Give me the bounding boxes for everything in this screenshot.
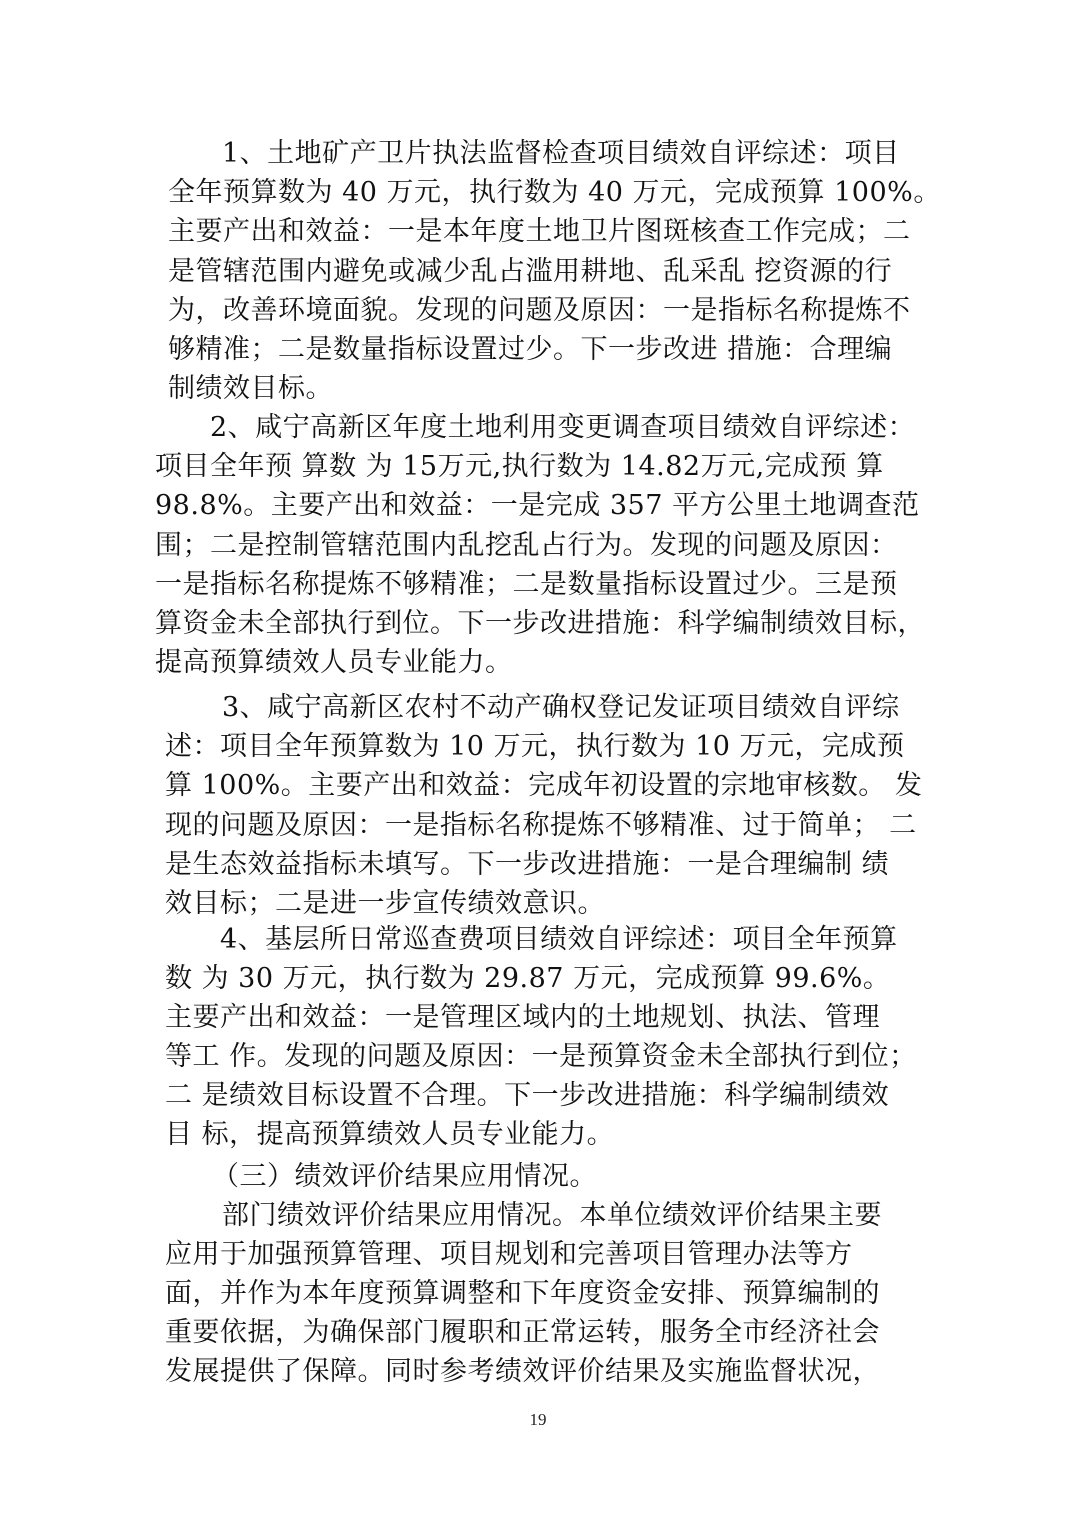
text-line: 等工 作。发现的问题及原因：一是预算资金未全部执行到位； [165,1041,917,1072]
text-line: 够精准；二是数量指标设置过少。下一步改进 措施：合理编 [168,334,893,365]
text-line: 目 标，提高预算绩效人员专业能力。 [165,1119,615,1150]
text-line: 面，并作为本年度预算调整和下年度资金安排、预算编制的 [165,1278,880,1309]
text-line: 算资金未全部执行到位。下一步改进措施：科学编制绩效目标， [155,608,925,639]
text-line: 围；二是控制管辖范围内乱挖乱占行为。发现的问题及原因： [155,530,898,561]
text-line: 述：项目全年预算数为 10 万元，执行数为 10 万元，完成预 [165,731,905,762]
page-number: 19 [529,1410,547,1429]
text-line: 是生态效益指标未填写。下一步改进措施：一是合理编制 绩 [165,849,890,880]
text-line: 1、土地矿产卫片执法监督检查项目绩效自评综述：项目 [222,138,900,169]
text-line: 3、咸宁高新区农村不动产确权登记发证项目绩效自评综 [222,692,900,723]
section-heading: （三）绩效评价结果应用情况。 [212,1161,597,1192]
text-line: 制绩效目标。 [168,373,333,404]
text-line: 98.8%。主要产出和效益：一是完成 357 平方公里土地调查范 [155,490,920,521]
text-line: 主要产出和效益：一是管理区域内的土地规划、执法、管理 [165,1002,880,1033]
text-line: 提高预算绩效人员专业能力。 [155,647,513,678]
text-line: 4、基层所日常巡查费项目绩效自评综述：项目全年预算 [220,924,898,955]
text-line: 现的问题及原因：一是指标名称提炼不够精准、过于简单； 二 [165,810,917,841]
text-line: 项目全年预 算数 为 15万元,执行数为 14.82万元,完成预 算 [155,451,884,482]
text-line: 是管辖范围内避免或减少乱占滥用耕地、乱采乱 挖资源的行 [168,256,893,287]
text-line: 效目标；二是进一步宣传绩效意识。 [165,888,605,919]
text-line: 算 100%。主要产出和效益：完成年初设置的宗地审核数。 发 [165,770,923,801]
text-line: 发展提供了保障。同时参考绩效评价结果及实施监督状况， [165,1356,880,1387]
text-line: 部门绩效评价结果应用情况。本单位绩效评价结果主要 [222,1200,882,1231]
text-line: 为，改善环境面貌。发现的问题及原因：一是指标名称提炼不 [168,295,911,326]
text-line: 二 是绩效目标设置不合理。下一步改进措施：科学编制绩效 [165,1080,890,1111]
text-line: 全年预算数为 40 万元，执行数为 40 万元，完成预算 100%。 [168,177,941,208]
text-line: 应用于加强预算管理、项目规划和完善项目管理办法等方 [165,1239,853,1270]
text-line: 2、咸宁高新区年度土地利用变更调查项目绩效自评综述： [210,412,916,443]
text-line: 一是指标名称提炼不够精准；二是数量指标设置过少。三是预 [155,569,898,600]
text-line: 数 为 30 万元，执行数为 29.87 万元，完成预算 99.6%。 [165,963,891,994]
text-line: 重要依据，为确保部门履职和正常运转，服务全市经济社会 [165,1317,880,1348]
text-line: 主要产出和效益：一是本年度土地卫片图斑核查工作完成；二 [168,216,911,247]
